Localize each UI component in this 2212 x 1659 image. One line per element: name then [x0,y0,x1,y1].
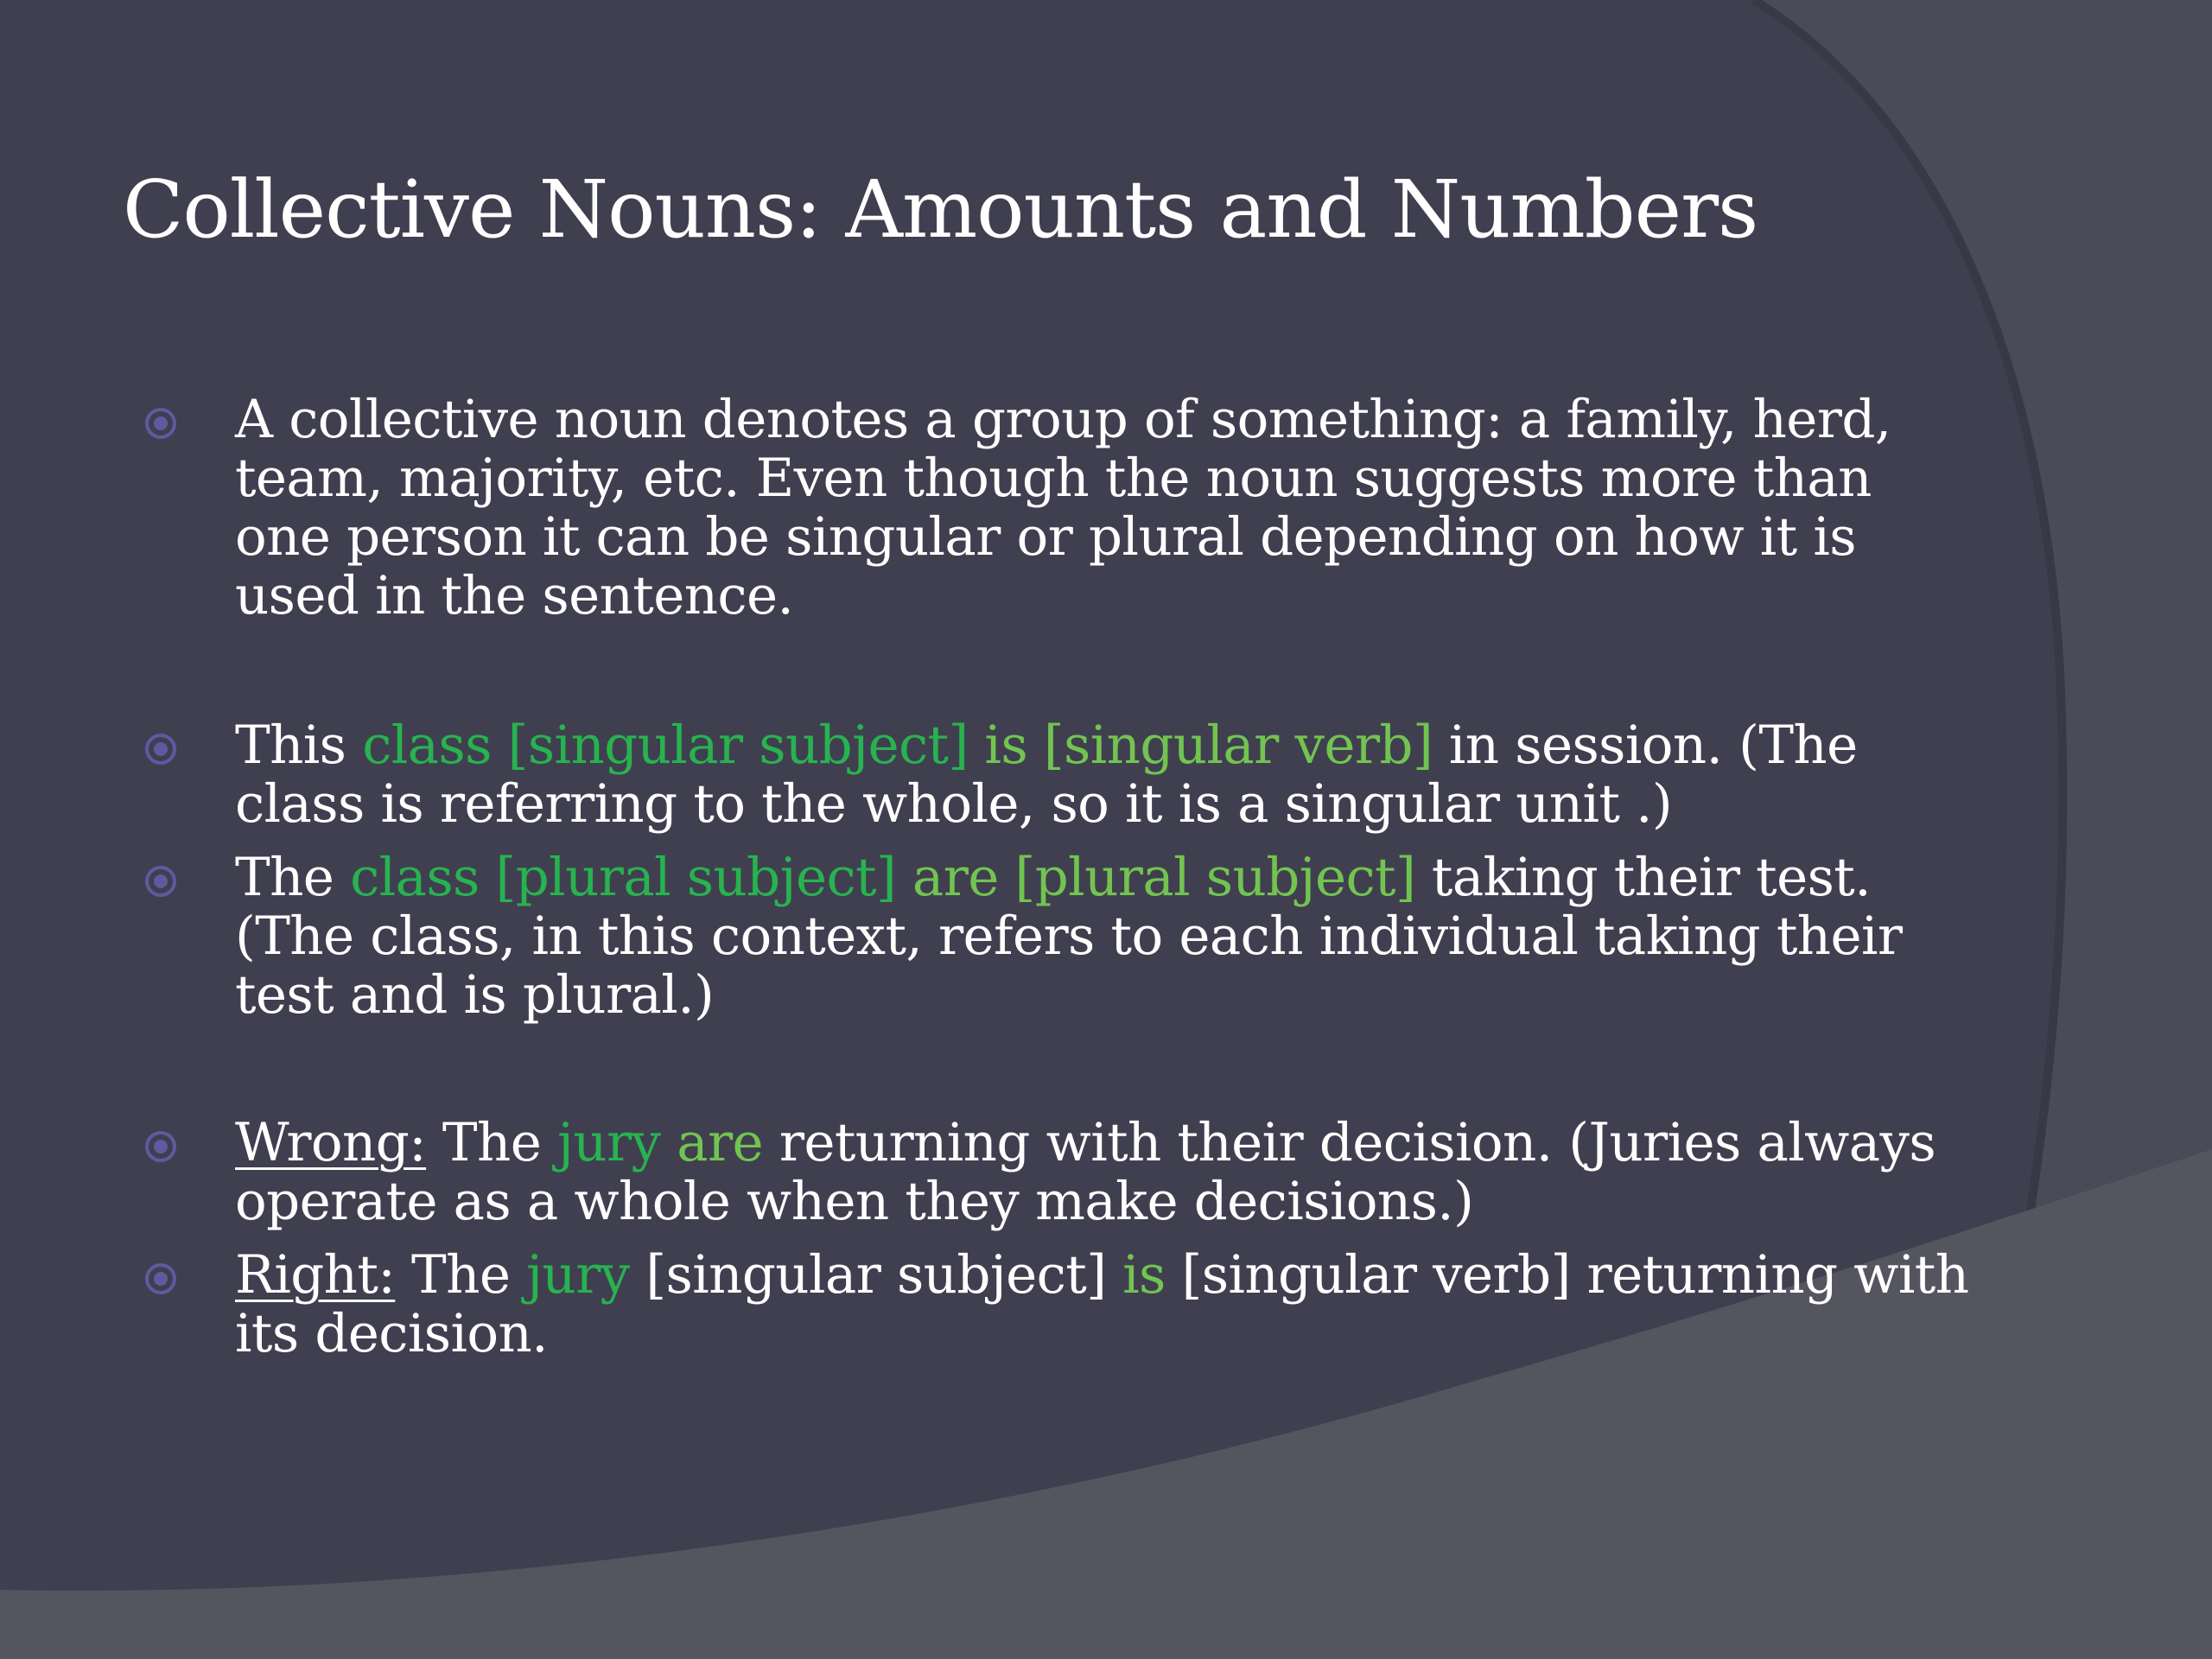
bullet-wrong-example [235,1114,1980,1231]
verb-highlight: are [677,1112,764,1173]
bullet-text: The [395,1244,527,1306]
bullet-text: returning with their decision. (Juries always operate as a whole when they make decisions.) [235,1112,1936,1232]
bullet-plural-example [235,849,1980,1025]
bullet-text: in session. (The class is referring to the whole, so it is a singular unit .) [235,715,1858,835]
right-label: Right: [235,1244,396,1306]
bullet-text: The [426,1112,557,1173]
bullet-text [896,847,912,908]
subject-highlight: class [plural subject] [350,847,897,908]
bullet-right-example [235,1246,1980,1363]
bullet-singular-example [235,716,1980,834]
subject-highlight: class [singular subject] [362,715,969,776]
bullet-text: This [235,715,363,776]
bullet-text [660,1112,677,1173]
circle-target-icon [143,1129,178,1164]
bullet-text: taking their test. (The class, in this context, refers to each individual taking their test and is plural.) [235,847,1903,1026]
bullet-text: [singular verb] returning with its decision. [235,1244,1969,1364]
subject-highlight: jury [557,1112,661,1173]
circle-target-icon [143,864,178,899]
wrong-label: Wrong: [235,1112,427,1173]
subject-highlight: jury [526,1244,630,1306]
verb-highlight: are [plural subject] [912,847,1416,908]
bullet-text [969,715,985,776]
bullet-text: [singular subject] [629,1244,1123,1306]
bullet-definition [235,391,1980,626]
circle-target-icon [143,732,178,766]
circle-target-icon [143,406,178,441]
bullet-text: The [235,847,351,908]
circle-target-icon [143,1262,178,1296]
slide-title: Collective Nouns: Amounts and Numbers [123,163,1758,256]
verb-highlight: is [1122,1244,1166,1306]
verb-highlight: is [singular verb] [984,715,1433,776]
bullet-text: A collective noun denotes a group of something: a family, herd, team, majority, etc. Even though the noun suggests more than one person it can be singular or plural depending on how it is used in the sentence. [235,389,1891,626]
